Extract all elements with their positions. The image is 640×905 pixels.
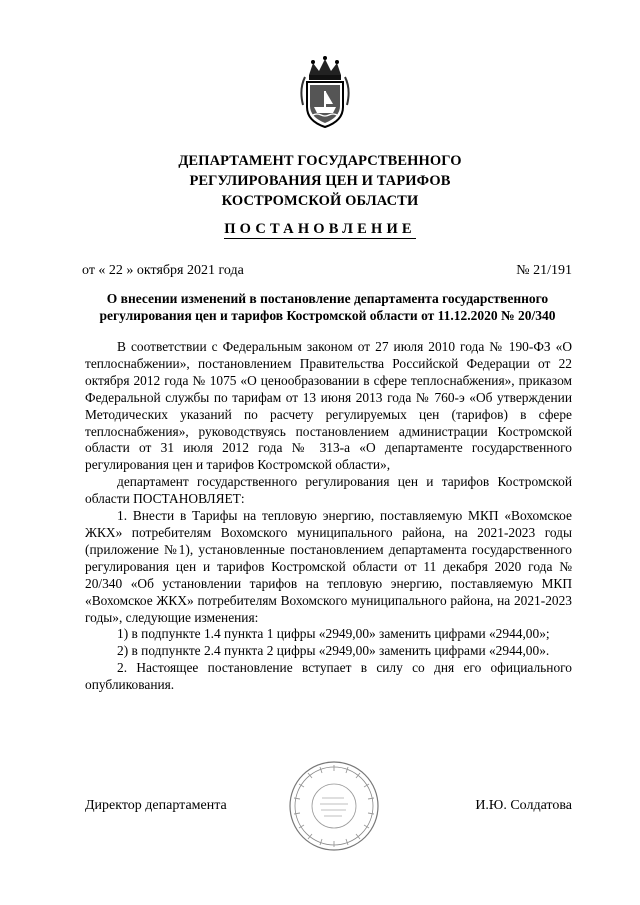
org-line-2: РЕГУЛИРОВАНИЯ ЦЕН И ТАРИФОВ — [189, 173, 451, 189]
signatory-name: И.Ю. Солдатова — [475, 798, 572, 813]
document-type-heading — [0, 219, 640, 239]
clause-1-paragraph: 1. Внести в Тарифы на тепловую энергию, поставляемую МКП «Вохомское ЖКХ» потребителям Вохомского муниципального района, на 2021-2023 годы (приложение №1), установленные постановлением департамента государственного регулирования цен и тарифов Костромской области от 11 декабря 2020 года № 20/340 «Об установлении тарифов на тепловую энергию, поставляемую МКП «Вохомское ЖКХ» потребителям Вохомского муниципального района, на 2021-2023 годы», следующие изменения: — [85, 508, 572, 625]
clause-2-paragraph: 2. Настоящее постановление вступает в силу со дня его официального опубликования. — [85, 660, 572, 693]
preamble-paragraph: В соответствии с Федеральным законом от 27 июля 2010 года № 190-ФЗ «О теплоснабжении», постановлением Правительства Российской Федерации от 22 октября 2012 года № 1075 «О ценообразовании в сфере теплоснабжения», приказом Федеральной службы по тарифам от 13 июня 2013 года № 760-э «Об утверждении Методических указаний по расчету регулируемых цен (тарифов) в сфере теплоснабжения», руководствуясь постановлением администрации Костромской области от 31 июля 2012 года № 313-а «О департаменте государственного регулирования цен и тарифов Костромской области», — [85, 339, 572, 473]
official-round-seal-icon — [288, 760, 380, 852]
document-subject — [85, 290, 570, 324]
organization-name — [0, 151, 640, 211]
signatory-position: Директор департамента — [85, 798, 227, 813]
kostroma-coat-of-arms-icon — [299, 55, 351, 129]
document-date: от « 22 » октября 2021 года — [82, 263, 244, 278]
org-line-1: ДЕПАРТАМЕНТ ГОСУДАРСТВЕННОГО — [178, 153, 462, 169]
org-line-3: КОСТРОМСКОЙ ОБЛАСТИ — [221, 193, 419, 209]
subject-line-2: регулирования цен и тарифов Костромской области от 11.12.2020 № 20/340 — [99, 308, 556, 323]
resolution-paragraph: департамент государственного регулирования цен и тарифов Костромской области ПОСТАНОВЛЯЕТ: — [85, 474, 572, 507]
subclause-2-paragraph: 2) в подпункте 2.4 пункта 2 цифры «2949,00» заменить цифрами «2944,00». — [117, 643, 550, 659]
document-number: № 21/191 — [516, 263, 572, 278]
subject-line-1: О внесении изменений в постановление департамента государственного — [106, 291, 549, 306]
document-body — [85, 339, 572, 694]
document-type-label: ПОСТАНОВЛЕНИЕ — [224, 221, 416, 237]
subclause-1-paragraph: 1) в подпункте 1.4 пункта 1 цифры «2949,00» заменить цифрами «2944,00»; — [117, 626, 550, 642]
